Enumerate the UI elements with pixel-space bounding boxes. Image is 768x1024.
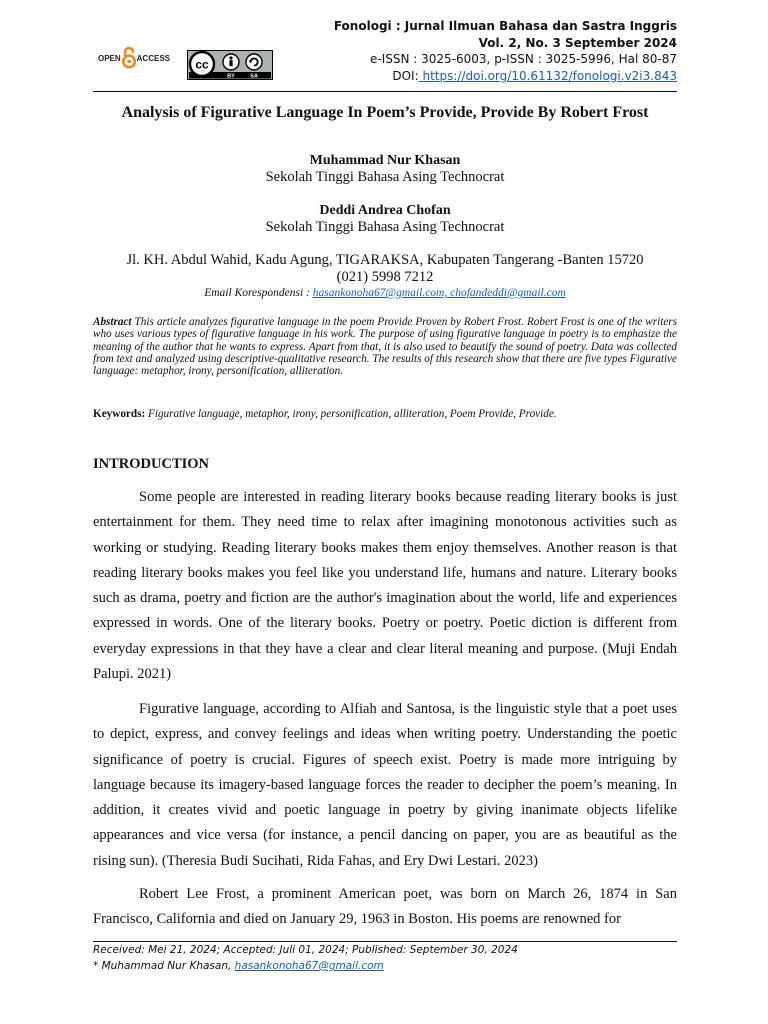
journal-doi: [334, 68, 677, 85]
email-label: Email Korespondensi :: [204, 287, 313, 299]
open-access-left-text: OPEN: [98, 53, 121, 63]
keywords-label: Keywords:: [93, 408, 146, 420]
cc-sa-label: SA: [250, 73, 258, 80]
correspondence-email: [93, 286, 677, 300]
keywords-text: Figurative language, metaphor, irony, personification, alliteration, Poem Provide, Provide.: [145, 408, 557, 420]
abstract-label: Abstract: [93, 316, 132, 328]
svg-text:cc: cc: [195, 57, 209, 72]
open-access-right-text: ACCESS: [136, 53, 171, 63]
author-affiliation: Sekolah Tinggi Bahasa Asing Technocrat: [265, 169, 505, 185]
paper-title: Analysis of Figurative Language In Poem’s Provide, Provide By Robert Frost: [121, 104, 649, 121]
journal-volume: Vol. 2, No. 3 September 2024: [478, 35, 677, 50]
keywords: [93, 408, 677, 421]
doi-link[interactable]: https://doi.org/10.61132/fonologi.v2i3.843: [418, 68, 677, 83]
doi-label: DOI:: [392, 68, 419, 83]
publication-dates: Received: Mei 21, 2024; Accepted: Juli 01, 2024; Published: September 30, 2024: [93, 944, 518, 956]
journal-info: [334, 18, 677, 84]
section-heading: INTRODUCTION: [93, 456, 210, 472]
body-paragraph: Robert Lee Frost, a prominent American poet, was born on March 26, 1874 in San Francisco, California and died on January 29, 1963 in Boston. His poems are renowned for: [93, 886, 677, 928]
author-affiliation: Sekolah Tinggi Bahasa Asing Technocrat: [265, 219, 505, 235]
open-lock-icon: [122, 47, 136, 69]
author-name: Muhammad Nur Khasan: [309, 153, 461, 168]
open-access-logo: [98, 47, 170, 69]
abstract-text: This article analyzes figurative language in the poem Provide Proven by Robert Frost. Robert Frost is one of the writers who uses various types of figurative language in his work. The purpose of using figurative language in poetry is to emphasize the meaning of the author that he wants to express. Apart from that, it is also used to beautify the sound of poetry. Data was collected from text and analyzed using descriptive-qualitative research. The results of this research show that there are five types Figurative language: metaphor, irony, personification, alliteration.: [93, 316, 677, 378]
cc-by-label: BY: [227, 73, 235, 80]
header-divider: [93, 91, 677, 92]
corresponding-author: [93, 960, 384, 973]
abstract: [93, 316, 677, 377]
body-paragraph: Figurative language, according to Alfiah and Santosa, is the linguistic style that a poet uses to depict, express, and convey feelings and ideas when writing poetry. Understanding the poetic significance of poetry is crucial. Figures of speech exist. Poetry is made more intriguing by language because its imagery-based language forces the reader to decipher the poem’s meaning. In addition, it creates vivid and poetic language in poetry by giving inanimate objects lifelike appearances and vice versa (for instance, a pencil dancing on paper, you are as beautiful as the rising sun). (Theresia Budi Sucihati, Rida Fahas, and Ery Dwi Lestari. 2023): [93, 701, 677, 869]
journal-header: [93, 14, 677, 92]
corresponding-email-link[interactable]: hasankonoha67@gmail.com: [234, 960, 384, 972]
email-link[interactable]: hasankonoha67@gmail.com, chofandeddi@gmail.com: [312, 287, 566, 299]
author-name: Deddi Andrea Chofan: [319, 203, 451, 218]
footer-divider: [93, 941, 677, 942]
institution-phone: (021) 5998 7212: [336, 269, 434, 285]
cc-by-sa-license-icon: [187, 50, 273, 80]
corresponding-author-name: * Muhammad Nur Khasan,: [93, 960, 235, 972]
institution-address: Jl. KH. Abdul Wahid, Kadu Agung, TIGARAKSA, Kabupaten Tangerang -Banten 15720: [126, 252, 644, 268]
journal-name: Fonologi : Jurnal Ilmuan Bahasa dan Sastra Inggris: [333, 19, 677, 33]
body-paragraph: Some people are interested in reading literary books because reading literary books is just entertainment for them. They need time to relax after imagining monotonous activities such as working or studying. Reading literary books makes them enjoy themselves. Another reason is that reading literary books makes you feel like you understand life, humans and nature. Literary books such as drama, poetry and fiction are the author's imagination about the world, life and experiences expressed in words. One of the literary books. Poetry or poetry. Poetic diction is different from everyday expressions in that they have a clear and clear literal meaning and purpose. (Muji Endah Palupi. 2021): [93, 489, 677, 683]
journal-issn: e-ISSN : 3025-6003, p-ISSN : 3025-5996, Hal 80-87: [370, 52, 677, 66]
